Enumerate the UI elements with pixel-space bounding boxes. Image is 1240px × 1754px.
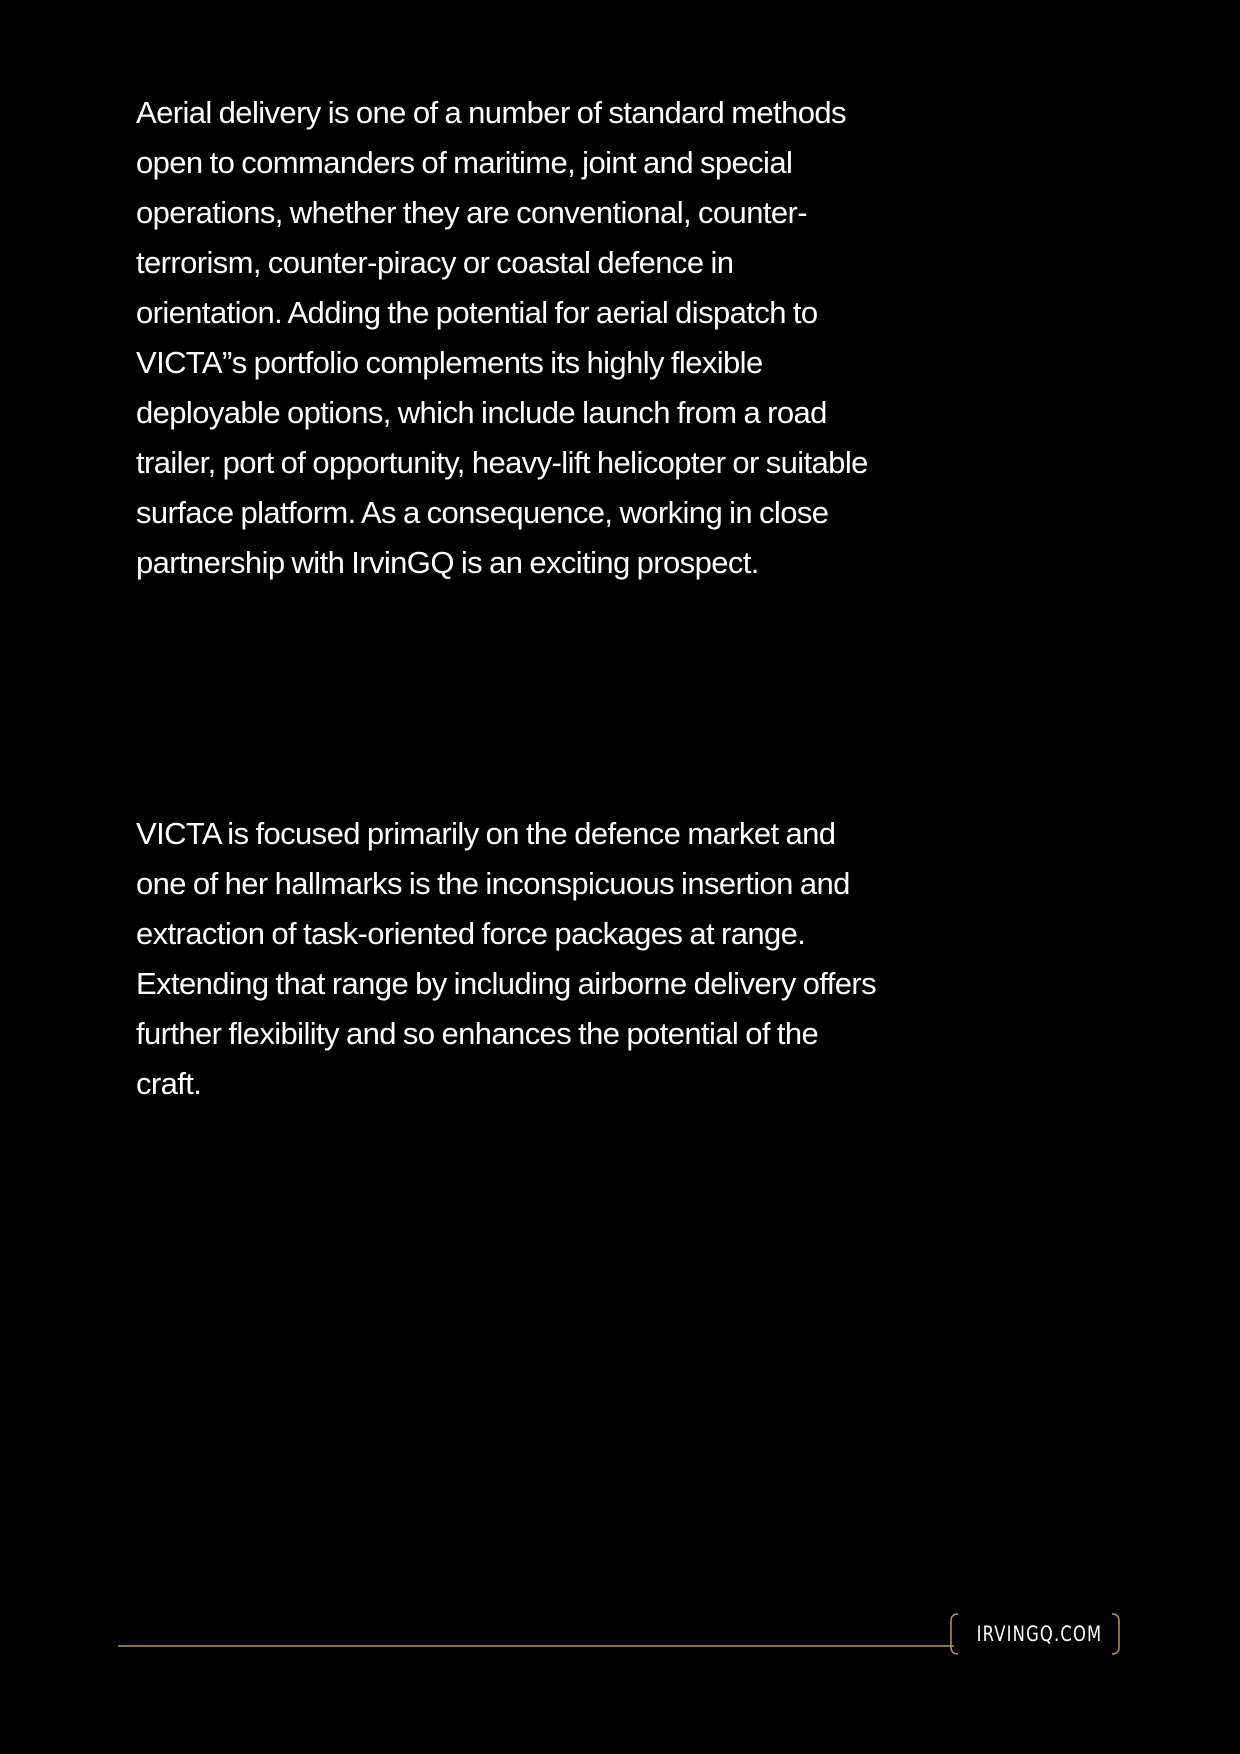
body-paragraph-victa-focus: VICTA is focused primarily on the defence market and one of her hallmarks is the inconspicuous insertion and extraction of task-oriented force packages at range. Extending that range by including airborne delivery offers further flexibility and so enhances the potential of the craft. bbox=[136, 816, 876, 1101]
body-paragraph-aerial-delivery: Aerial delivery is one of a number of standard methods open to commanders of maritime, joint and special operations, whether they are conventional, counter-terrorism, counter-piracy or coastal defence in orientation. Adding the potential for aerial dispatch to VICTA”s portfolio complements its highly flexible deployable options, which include launch from a road trailer, port of opportunity, heavy-lift helicopter or suitable surface platform. As a consequence, working in close partnership with IrvinGQ is an exciting prospect. bbox=[136, 95, 868, 580]
footer-bracket-right bbox=[1111, 1613, 1121, 1655]
footer-website-link[interactable]: IRVINGQ.COM bbox=[976, 1622, 1103, 1646]
footer-bracket-left bbox=[949, 1613, 959, 1655]
footer-rule bbox=[118, 1634, 954, 1636]
